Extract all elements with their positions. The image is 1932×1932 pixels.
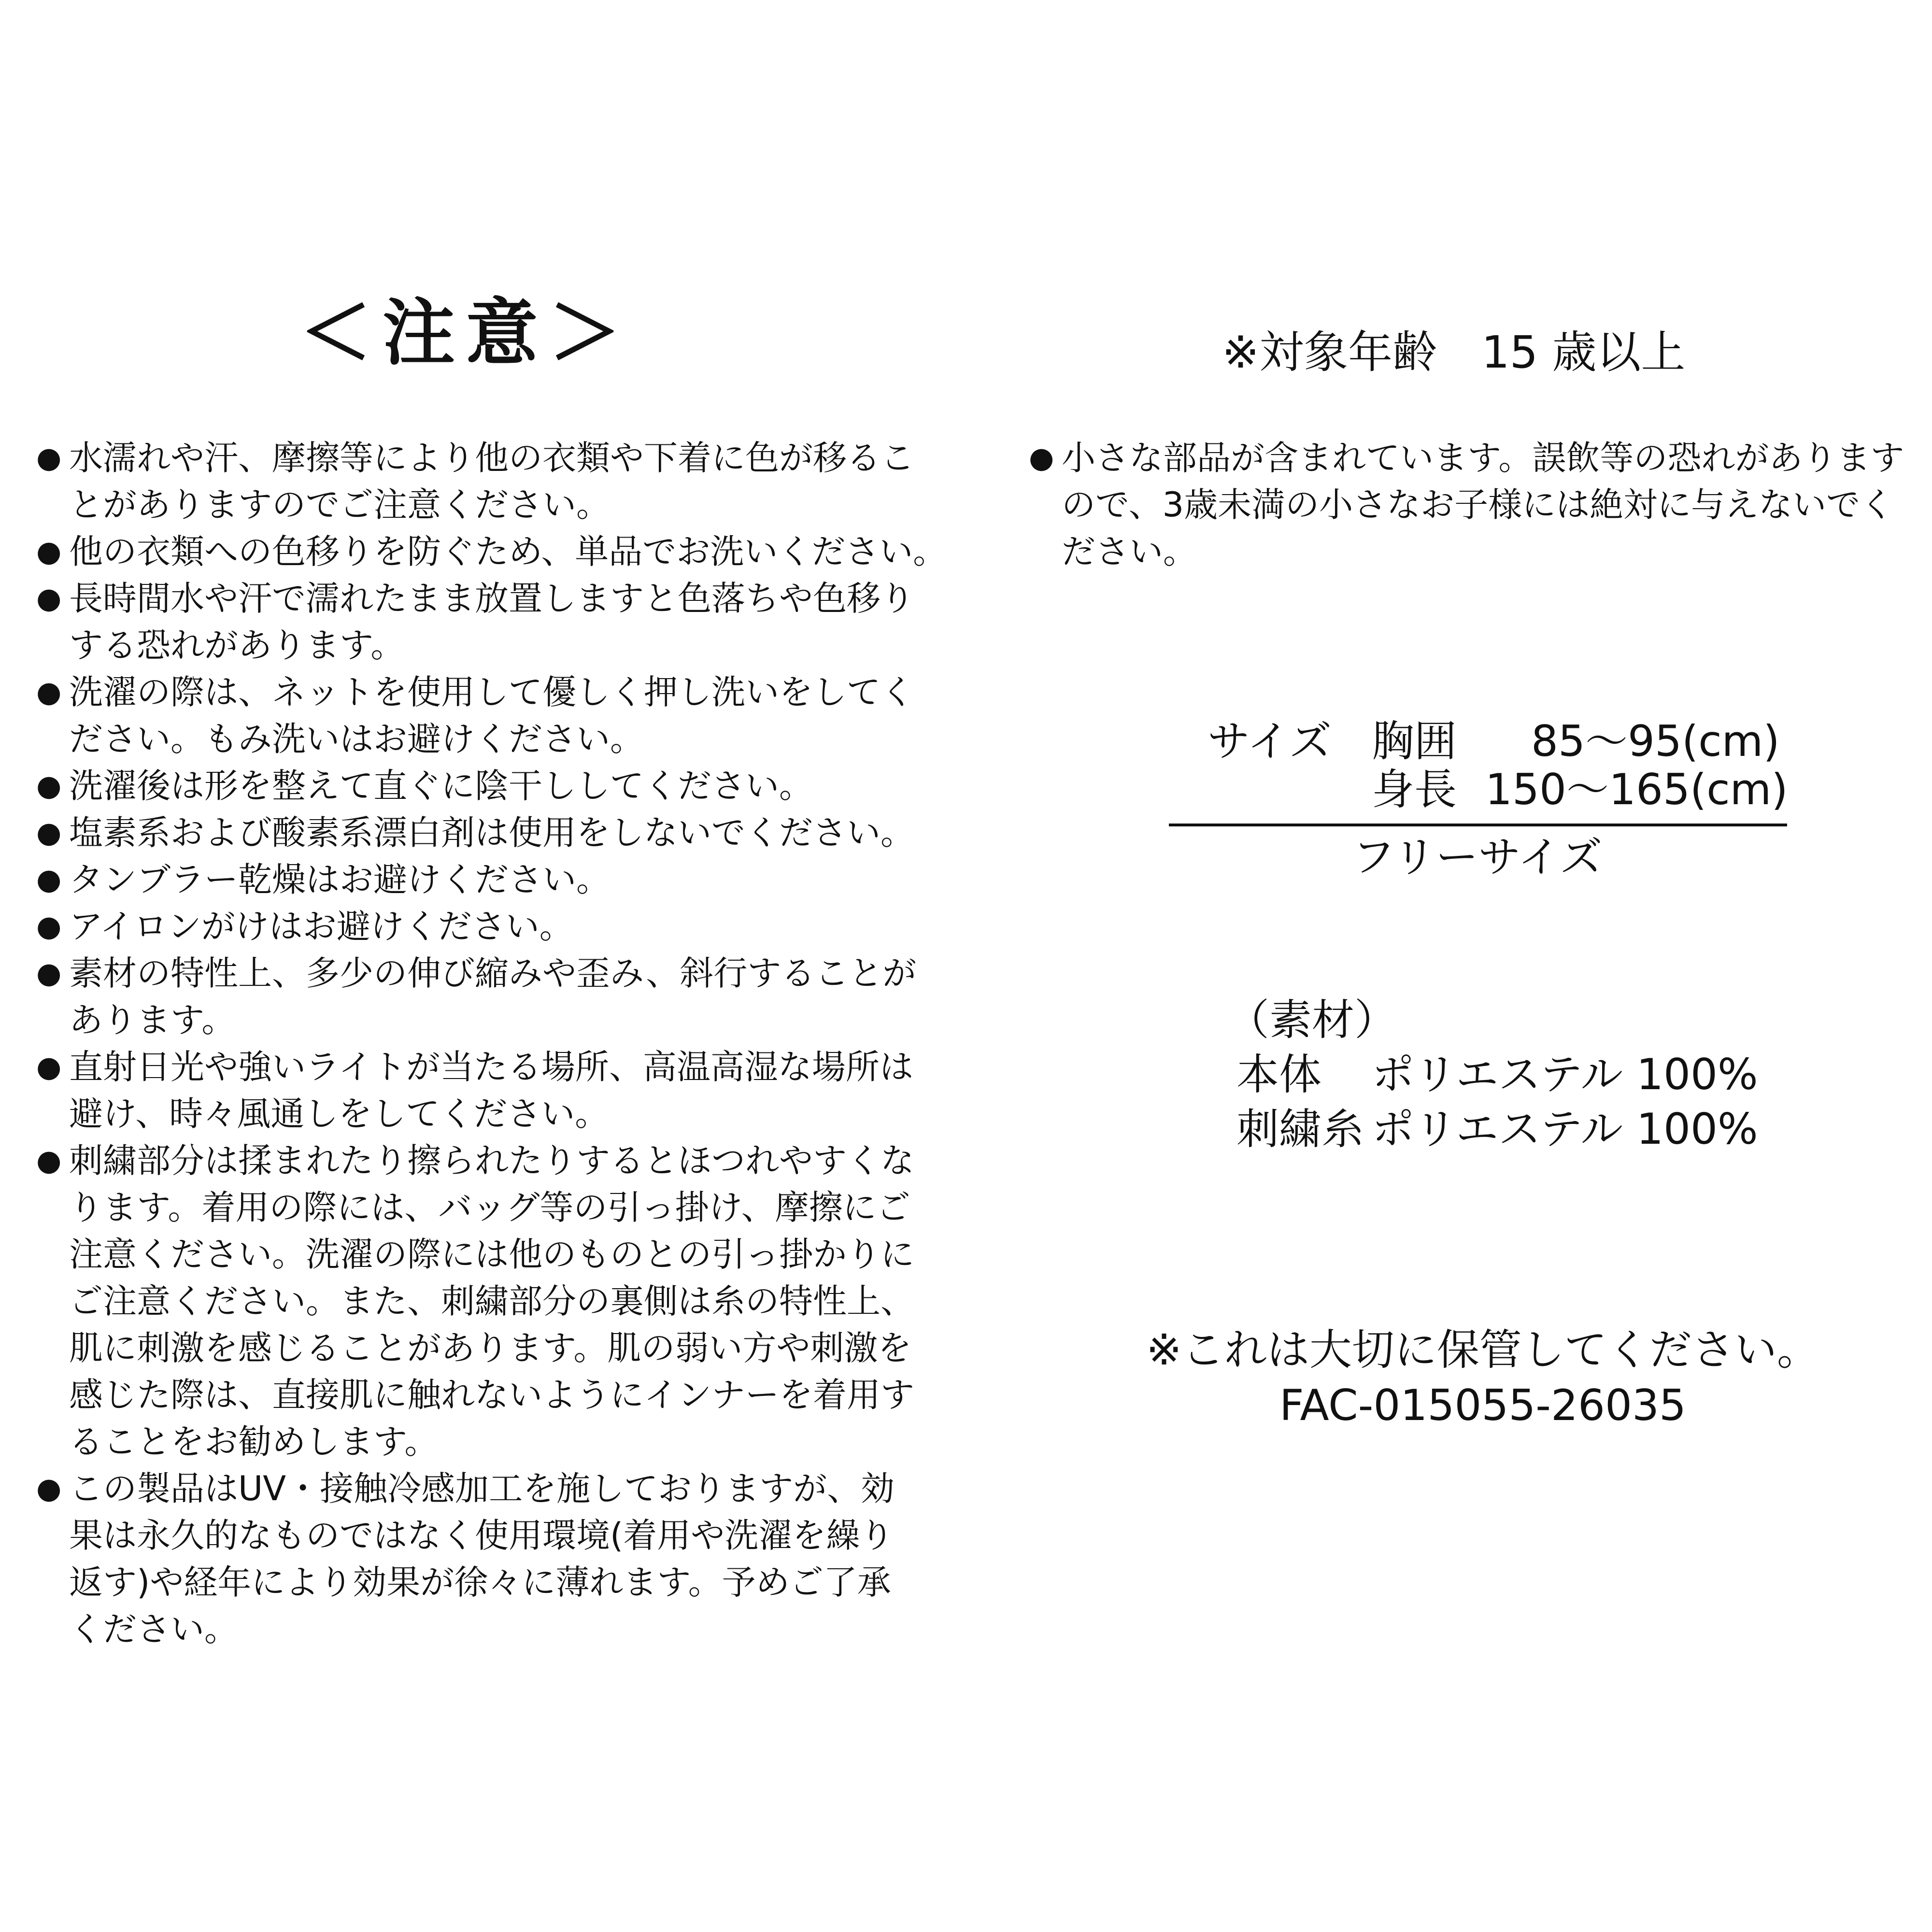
age-notice: ※対象年齢 15 歳以上 — [1222, 327, 1686, 378]
size-divider — [1169, 824, 1787, 826]
product-code: FAC-015055-26035 — [1279, 1380, 1686, 1430]
free-size: フリーサイズ — [1352, 832, 1603, 882]
caution-item-line: タンブラー乾燥はお避けください。 — [69, 860, 610, 899]
bullet-icon: ● — [36, 441, 62, 475]
caution-item — [36, 763, 954, 810]
caution-item-line: 他の衣類への色移りを防ぐため、単品でお洗いください。 — [69, 532, 947, 571]
caution-item-line: アイロンがけはお避けください。 — [69, 907, 573, 946]
caution-item — [36, 575, 954, 669]
bullet-icon: ● — [36, 909, 62, 943]
bullet-icon: ● — [36, 863, 62, 896]
material-label: 刺繍糸 — [1236, 1104, 1364, 1154]
material-value: ポリエステル 100% — [1372, 1104, 1758, 1154]
caution-item — [36, 810, 954, 856]
small-parts-warning — [1029, 435, 1932, 575]
caution-item — [36, 903, 954, 950]
caution-item-line: 塩素系および酸素系漂白剤は使用をしないでください。 — [69, 813, 914, 852]
caution-item-line: 肌に刺激を感じることがあります。肌の弱い方や刺激を — [69, 1328, 912, 1368]
caution-item-line: 素材の特性上、多少の伸び縮みや歪み、斜行することが — [69, 953, 917, 993]
caution-item-line: 感じた際は、直接肌に触れないようにインナーを着用す — [69, 1375, 914, 1415]
caution-title: ＜注意＞ — [299, 291, 632, 375]
chest-label: 胸囲 — [1372, 716, 1457, 766]
bullet-icon: ● — [36, 956, 62, 990]
caution-item-line: 避け、時々風通しをしてください。 — [69, 1094, 609, 1134]
material-value: ポリエステル 100% — [1372, 1050, 1758, 1099]
caution-item-line: ご注意ください。また、刺繍部分の裏側は糸の特性上、 — [69, 1281, 914, 1321]
keep-notice: ※これは大切に保管してください。 — [1146, 1325, 1819, 1375]
caution-item — [36, 669, 954, 763]
caution-item — [36, 856, 954, 903]
bullet-icon: ● — [36, 769, 62, 803]
bullet-icon: ● — [36, 675, 62, 709]
caution-item-line: あります。 — [69, 1000, 236, 1040]
caution-item-line: ださい。もみ洗いはお避けください。 — [69, 719, 644, 759]
caution-item-line: 水濡れや汗、摩擦等により他の衣類や下着に色が移るこ — [69, 438, 914, 478]
caution-item-line: 長時間水や汗で濡れたまま放置しますと色落ちや色移り — [69, 579, 914, 618]
material-label: 本体 — [1236, 1050, 1322, 1099]
caution-item — [36, 435, 954, 528]
bullet-icon: ● — [36, 1472, 62, 1506]
bullet-icon: ● — [36, 1144, 62, 1178]
caution-item-line: 洗濯の際は、ネットを使用して優しく押し洗いをしてく — [69, 672, 914, 712]
bullet-icon: ● — [36, 535, 62, 568]
bullet-icon: ● — [1029, 441, 1054, 475]
bullet-icon: ● — [36, 582, 62, 615]
caution-item — [36, 1044, 954, 1137]
caution-item — [36, 950, 954, 1044]
caution-item-line: 洗濯後は形を整えて直ぐに陰干ししてください。 — [69, 766, 813, 806]
caution-item-line: ります。着用の際には、バッグ等の引っ掛け、摩擦にご — [69, 1188, 910, 1227]
size-label: サイズ — [1208, 716, 1332, 766]
caution-list — [36, 435, 954, 1653]
height-value: 150〜165(cm) — [1485, 765, 1788, 814]
caution-item-line: 直射日光や強いライトが当たる場所、高温高湿な場所は — [69, 1047, 913, 1087]
caution-item — [36, 528, 954, 575]
caution-item-line: 果は永久的なものではなく使用環境(着用や洗濯を繰り — [69, 1516, 894, 1555]
bullet-icon: ● — [36, 816, 62, 850]
caution-item-line: 返す)や経年により効果が徐々に薄れます。予めご了承 — [69, 1563, 891, 1602]
caution-item-line: する恐れがあります。 — [69, 625, 405, 665]
height-label: 身長 — [1372, 765, 1457, 814]
caution-item — [36, 1137, 954, 1465]
material-header: （素材） — [1227, 995, 1397, 1045]
chest-value: 85〜95(cm) — [1531, 716, 1780, 766]
small-parts-line: ださい。 — [1062, 532, 1197, 571]
caution-item-line: ることをお勧めします。 — [69, 1422, 439, 1462]
caution-item — [36, 1465, 954, 1653]
caution-item-line: 注意ください。洗濯の際には他のものとの引っ掛かりに — [69, 1235, 914, 1274]
caution-item-line: とがありますのでご注意ください。 — [69, 485, 610, 525]
small-parts-line: 小さな部品が含まれています。誤飲等の恐れがあります — [1062, 438, 1904, 478]
caution-item-line: 刺繍部分は揉まれたり擦られたりするとほつれやすくな — [69, 1141, 914, 1180]
bullet-icon: ● — [36, 1050, 62, 1084]
caution-item-line: この製品はUV・接触冷感加工を施しておりますが、効 — [69, 1469, 895, 1508]
caution-item-line: ください。 — [69, 1609, 238, 1649]
small-parts-line: ので、3歳未満の小さなお子様には絶対に与えないでく — [1062, 485, 1894, 525]
